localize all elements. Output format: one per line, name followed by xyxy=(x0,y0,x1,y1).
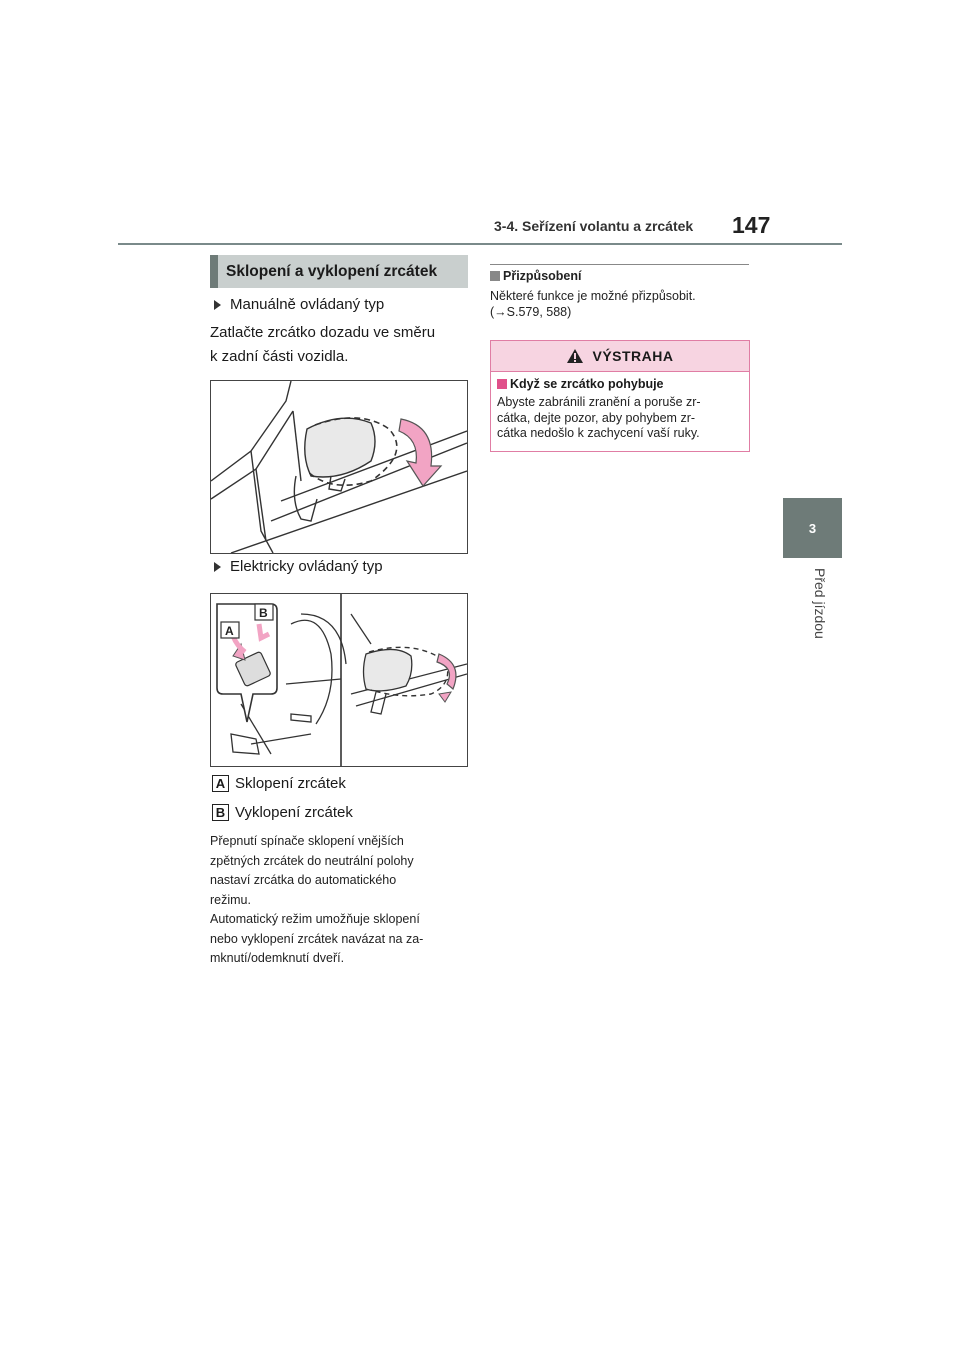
warning-triangle-icon xyxy=(566,348,584,364)
warning-header xyxy=(491,341,749,372)
warning-subheading: Když se zrcátko pohybuje xyxy=(497,377,749,391)
customization-heading: Přizpůsobení xyxy=(490,269,581,283)
legend-item-b: B Vyklopení zrcátek xyxy=(212,804,353,821)
legend-item-a: A Sklopení zrcátek xyxy=(212,775,346,792)
triangle-bullet-icon xyxy=(214,562,221,572)
electric-mirror-figure xyxy=(210,593,468,767)
warning-title: VÝSTRAHA xyxy=(592,348,674,364)
manual-mirror-figure xyxy=(210,380,468,554)
manual-instruction: Zatlačte zrcátko dozadu ve směru k zadní části vozidla. xyxy=(210,324,436,365)
figure-label-a: A xyxy=(225,624,234,638)
electric-type-bullet: Elektricky ovládaný typ xyxy=(214,558,383,575)
page-number: 147 xyxy=(732,212,771,238)
customization-text: Některé funkce je možné přizpůsobit. (→S.579, 588) xyxy=(490,288,752,320)
chapter-label: Před jízdou xyxy=(812,568,828,639)
electric-mirror-illustration xyxy=(211,594,467,766)
section-heading: Sklopení a vyklopení zrcátek xyxy=(210,255,468,288)
legend-key-b: B xyxy=(212,804,229,821)
manual-type-bullet: Manuálně ovládaný typ xyxy=(214,296,384,313)
page-reference: (→S.579, 588) xyxy=(490,305,572,319)
square-bullet-icon xyxy=(490,271,500,281)
auto-mode-note: Přepnutí spínače sklopení vnějších zpětných zrcátek do neutrální polohy nastaví zrcátka do automatického režimu. Automatický režim umožňuje sklopení nebo vyklopení zrcátek navázat na za- mknutí/odemknutí dveří. xyxy=(210,834,424,965)
chapter-number: 3 xyxy=(808,520,817,536)
right-column-divider xyxy=(490,264,749,265)
header-divider xyxy=(118,243,842,245)
warning-text: Abyste zabránili zranění a poruše zr- cátka, dejte pozor, aby pohybem zr- cátka nedošlo k zachycení vaší ruky. xyxy=(497,395,701,440)
triangle-bullet-icon xyxy=(214,300,221,310)
manual-mirror-illustration xyxy=(211,381,467,553)
section-title: 3-4. Seřízení volantu a zrcátek xyxy=(494,218,694,234)
chapter-tab xyxy=(783,498,842,558)
square-bullet-icon xyxy=(497,379,507,389)
legend-key-a: A xyxy=(212,775,229,792)
warning-box xyxy=(490,340,750,452)
figure-label-b: B xyxy=(259,606,268,620)
